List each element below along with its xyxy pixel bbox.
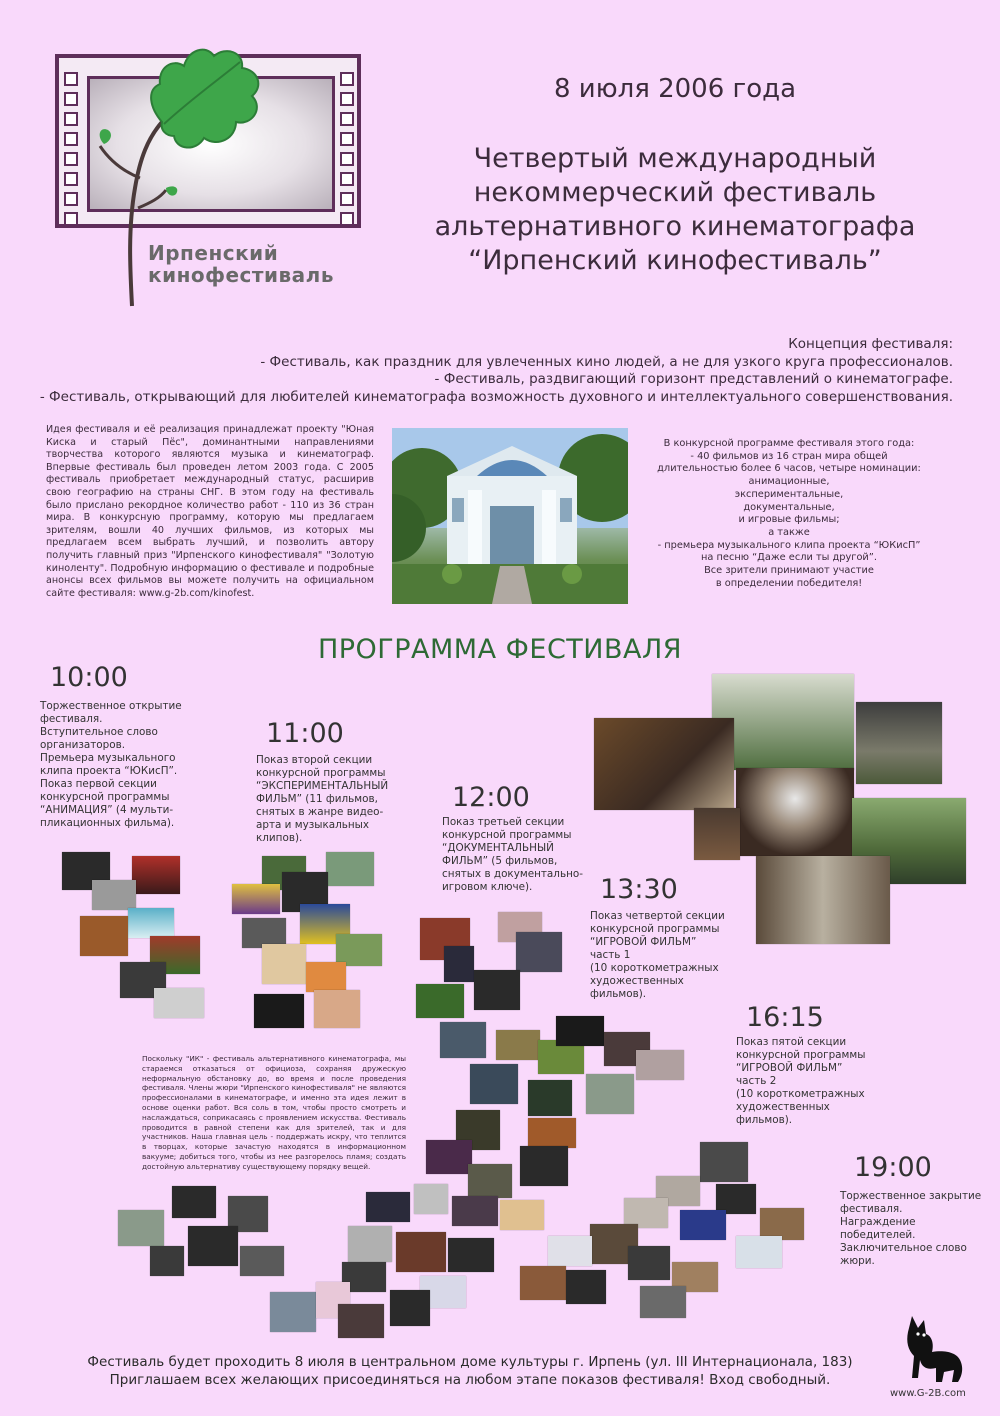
desc-line: художественных xyxy=(736,1101,830,1113)
desc-line: Показ второй секции xyxy=(256,754,373,766)
desc-line: Торжественное закрытие xyxy=(840,1190,982,1202)
program-desc-1100 xyxy=(256,754,406,845)
film-perforations-left xyxy=(64,72,78,226)
film-thumb xyxy=(520,1146,568,1186)
film-thumb xyxy=(254,994,304,1028)
film-thumb xyxy=(516,932,562,972)
desc-line: ФИЛЬМ” (11 фильмов, xyxy=(256,793,378,805)
desc-line: художественных xyxy=(590,975,684,987)
desc-line: Показ четвертой секции xyxy=(590,910,725,922)
desc-line: организаторов. xyxy=(40,739,126,751)
desc-line: арта и музыкальных xyxy=(256,819,370,831)
program-desc-1000 xyxy=(40,700,190,830)
film-thumb xyxy=(474,970,520,1010)
title-line: некоммерческий фестиваль xyxy=(473,177,877,208)
film-thumb xyxy=(520,1266,566,1300)
desc-line: конкурсной программы xyxy=(40,791,170,803)
concept-point: - Фестиваль, открывающий для любителей кинематографа возможность духовного и интеллектуального совершенствования. xyxy=(39,388,953,405)
film-thumb xyxy=(414,1184,448,1214)
desc-line: Торжественное открытие xyxy=(40,700,182,712)
culture-house-photo xyxy=(392,428,628,604)
program-time-1900: 19:00 xyxy=(854,1152,932,1183)
film-thumb xyxy=(338,1304,384,1338)
film-thumb xyxy=(628,1246,670,1280)
film-thumb xyxy=(396,1232,446,1272)
contest-line: - 40 фильмов из 16 стран мира общей xyxy=(690,450,888,462)
festival-date: 8 июля 2006 года xyxy=(553,74,797,104)
desc-line: Показ первой секции xyxy=(40,778,157,790)
desc-line: жюри. xyxy=(840,1255,875,1267)
film-thumb xyxy=(636,1050,684,1080)
contest-line: - премьера музыкального клипа проекта “ЮКисП” xyxy=(657,539,921,551)
festival-photo xyxy=(756,856,890,944)
film-thumb xyxy=(680,1210,726,1240)
film-thumb xyxy=(640,1286,686,1318)
contest-line: анимационные, xyxy=(748,476,830,488)
desc-line: клипа проекта “ЮКисП”. xyxy=(40,765,178,777)
film-thumb xyxy=(232,884,280,914)
film-thumb xyxy=(390,1290,430,1326)
program-time-1615: 16:15 xyxy=(746,1002,824,1033)
concept-heading: Концепция фестиваля: xyxy=(788,336,953,352)
film-thumb xyxy=(128,908,174,938)
program-desc-1615 xyxy=(736,1036,886,1127)
desc-line: фестиваля. xyxy=(840,1203,903,1215)
desc-line: конкурсной программы xyxy=(590,923,720,935)
film-thumb xyxy=(118,1210,164,1246)
desc-line: Показ пятой секции xyxy=(736,1036,847,1048)
desc-line: фестиваля. xyxy=(40,713,103,725)
desc-line: Показ третьей секции xyxy=(442,816,565,828)
desc-line: “ИГРОВОЙ ФИЛЬМ” xyxy=(736,1062,843,1074)
film-thumb xyxy=(444,946,474,982)
desc-line: “ИГРОВОЙ ФИЛЬМ” xyxy=(590,936,697,948)
desc-line: игровом ключе). xyxy=(442,881,533,893)
film-thumb xyxy=(700,1142,748,1182)
program-desc-1200 xyxy=(442,816,592,894)
desc-line: клипов). xyxy=(256,832,303,844)
film-thumb xyxy=(92,880,136,910)
footer-line-2: Приглашаем всех желающих присоединяться на любом этапе показов фестиваля! Вход свободный. xyxy=(109,1371,831,1388)
desc-line: Вступительное слово xyxy=(40,726,158,738)
program-time-1200: 12:00 xyxy=(452,782,530,813)
footer-info xyxy=(30,1354,910,1389)
film-thumb xyxy=(240,1246,284,1276)
contest-line: экспериментальные, xyxy=(734,488,844,500)
festival-photo xyxy=(694,808,740,860)
dog-logo-icon xyxy=(898,1312,970,1384)
film-thumb xyxy=(426,1140,472,1174)
program-title: ПРОГРАММА ФЕСТИВАЛЯ xyxy=(317,634,683,665)
film-thumb xyxy=(452,1196,498,1226)
film-thumb xyxy=(132,856,180,894)
festival-photo xyxy=(856,702,942,784)
title-line: альтернативного кинематографа xyxy=(434,211,916,242)
title-line: Четвертый международный xyxy=(473,143,877,174)
desc-line: “ДОКУМЕНТАЛЬНЫЙ xyxy=(442,842,554,854)
film-thumb xyxy=(448,1238,494,1272)
title-line: “Ирпенский кинофестиваль” xyxy=(468,245,882,276)
contest-line: документальные, xyxy=(743,501,835,513)
building-illustration xyxy=(392,428,628,604)
desc-line: конкурсной программы xyxy=(736,1049,866,1061)
film-thumb xyxy=(262,944,306,984)
desc-line: часть 1 xyxy=(590,949,631,961)
desc-line: “ЭКСПЕРИМЕНТАЛЬНЫЙ xyxy=(256,780,389,792)
program-desc-1900 xyxy=(840,1190,990,1268)
film-thumb xyxy=(188,1226,238,1266)
film-thumb xyxy=(496,1030,540,1060)
desc-line: Премьера музыкального xyxy=(40,752,176,764)
contest-block xyxy=(648,438,930,590)
contest-line: и игровые фильмы; xyxy=(738,514,840,526)
desc-line: ФИЛЬМ” (5 фильмов, xyxy=(442,855,558,867)
film-thumb xyxy=(150,1246,184,1276)
program-time-1000: 10:00 xyxy=(50,662,128,693)
program-desc-1330 xyxy=(590,910,740,1001)
footer-website-link[interactable]: www.G-2B.com xyxy=(890,1388,966,1399)
film-thumb xyxy=(586,1074,634,1114)
desc-line: (10 короткометражных xyxy=(736,1088,865,1100)
film-thumb xyxy=(470,1064,518,1104)
desc-line: фильмов). xyxy=(590,988,647,1000)
desc-line: пликационных фильма). xyxy=(40,817,175,829)
festival-photo xyxy=(736,768,854,856)
desc-line: Заключительное слово xyxy=(840,1242,967,1254)
film-thumb xyxy=(314,990,360,1028)
footer-line-1: Фестиваль будет проходить 8 июля в центральном доме культуры г. Ирпень (ул. III Интернационала, 183) xyxy=(87,1354,853,1370)
film-thumb xyxy=(736,1236,782,1268)
contest-line: а также xyxy=(768,526,810,538)
contest-line: В конкурсной программе фестиваля этого года: xyxy=(663,438,915,449)
film-thumb xyxy=(306,962,346,992)
intro-text: Идея фестиваля и её реализация принадлежат проекту "Юная Киска и старый Пёс", доминантными направлениями творчества которого являются музыка и кинематограф. Впервые фестиваль был проведен летом 2003 года. С 2005 фестиваль приобретает международный статус, расширив свою географию на страны СНГ. В этом году на фестиваль было прислано рекордное количество работ - 110 из 36 стран мира. В конкурсную программу, которую мы предлагаем зрителям, вошли 40 лучших фильмов, из которых мы предлагаем всем выбрать лучший, и позволить автору получить главный приз "Ирпенского кинофестиваля" "Золотую киноленту". Подробную информацию о фестивале и подробные анонсы всех фильмов вы можете получить на официальном сайте фестиваля: www.g-2b.com/kinofest. xyxy=(46,424,374,599)
film-thumb xyxy=(366,1192,410,1222)
festival-title xyxy=(400,142,950,278)
film-thumb xyxy=(528,1118,576,1148)
film-thumb xyxy=(172,1186,216,1218)
film-thumb xyxy=(348,1226,392,1262)
concept-point: - Фестиваль, как праздник для увлеченных кино людей, а не для узкого круга профессионалов. xyxy=(260,353,953,370)
logo-line-2: кинофестиваль xyxy=(148,263,334,287)
desc-line: Награждение xyxy=(840,1216,916,1228)
film-perforations-right xyxy=(340,72,354,226)
concept-block xyxy=(33,336,953,406)
desc-line: снятых в жанре видео- xyxy=(256,806,384,818)
film-thumb xyxy=(80,916,128,956)
film-thumb xyxy=(566,1270,606,1304)
logo-text xyxy=(148,242,334,286)
contest-line: в определении победителя! xyxy=(715,577,863,589)
desc-line: (10 короткометражных xyxy=(590,962,719,974)
program-time-1330: 13:30 xyxy=(600,874,678,905)
contest-line: длительностью более 6 часов, четыре номинации: xyxy=(657,463,921,475)
film-thumb xyxy=(154,988,204,1018)
desc-line: часть 2 xyxy=(736,1075,777,1087)
film-thumb xyxy=(500,1200,544,1230)
desc-line: “АНИМАЦИЯ” (4 мульти- xyxy=(40,804,174,816)
ik-philosophy-text: Поскольку "ИК" - фестиваль альтернативного кинематографа, мы стараемся отказаться от официоза, сохраняя дружескую неформальную обстановку до, во время и после проведения фестиваля. Члены жюри "Ирпенского кинофестиваля" не являются профессионалами в кинематографе, и именно эта идея лежит в основе оценки работ. Вся соль в том, чтобы просто смотреть и наслаждаться, соприкасаясь с проявлением искусства. Фестиваль проводится в равной степени как для зрителей, так и для участников. Наша главная цель - поддержать искру, что теплится в творцах, которые зачастую находятся в информационном вакууме; добиться того, чтобы из нее разгорелось пламя; создать достойную альтернативу существующему порядку вещей. xyxy=(142,1054,406,1171)
film-thumb xyxy=(270,1292,316,1332)
concept-point: - Фестиваль, раздвигающий горизонт представлений о кинематографе. xyxy=(434,371,953,387)
desc-line: победителей. xyxy=(840,1229,916,1241)
film-thumb xyxy=(326,852,374,886)
film-thumb xyxy=(548,1236,592,1266)
contest-line: Все зрители принимают участие xyxy=(704,565,874,577)
film-thumb xyxy=(468,1164,512,1198)
desc-line: конкурсной программы xyxy=(256,767,386,779)
desc-line: фильмов). xyxy=(736,1114,793,1126)
film-thumb xyxy=(556,1016,604,1046)
festival-photo xyxy=(594,718,734,810)
film-thumb xyxy=(416,984,464,1018)
logo-line-1: Ирпенский xyxy=(148,241,279,265)
desc-line: конкурсной программы xyxy=(442,829,572,841)
film-thumb xyxy=(528,1080,572,1116)
desc-line: снятых в документально- xyxy=(442,868,583,880)
film-thumb xyxy=(440,1022,486,1058)
program-time-1100: 11:00 xyxy=(266,718,344,749)
contest-line: на песню “Даже если ты другой”. xyxy=(700,552,877,564)
